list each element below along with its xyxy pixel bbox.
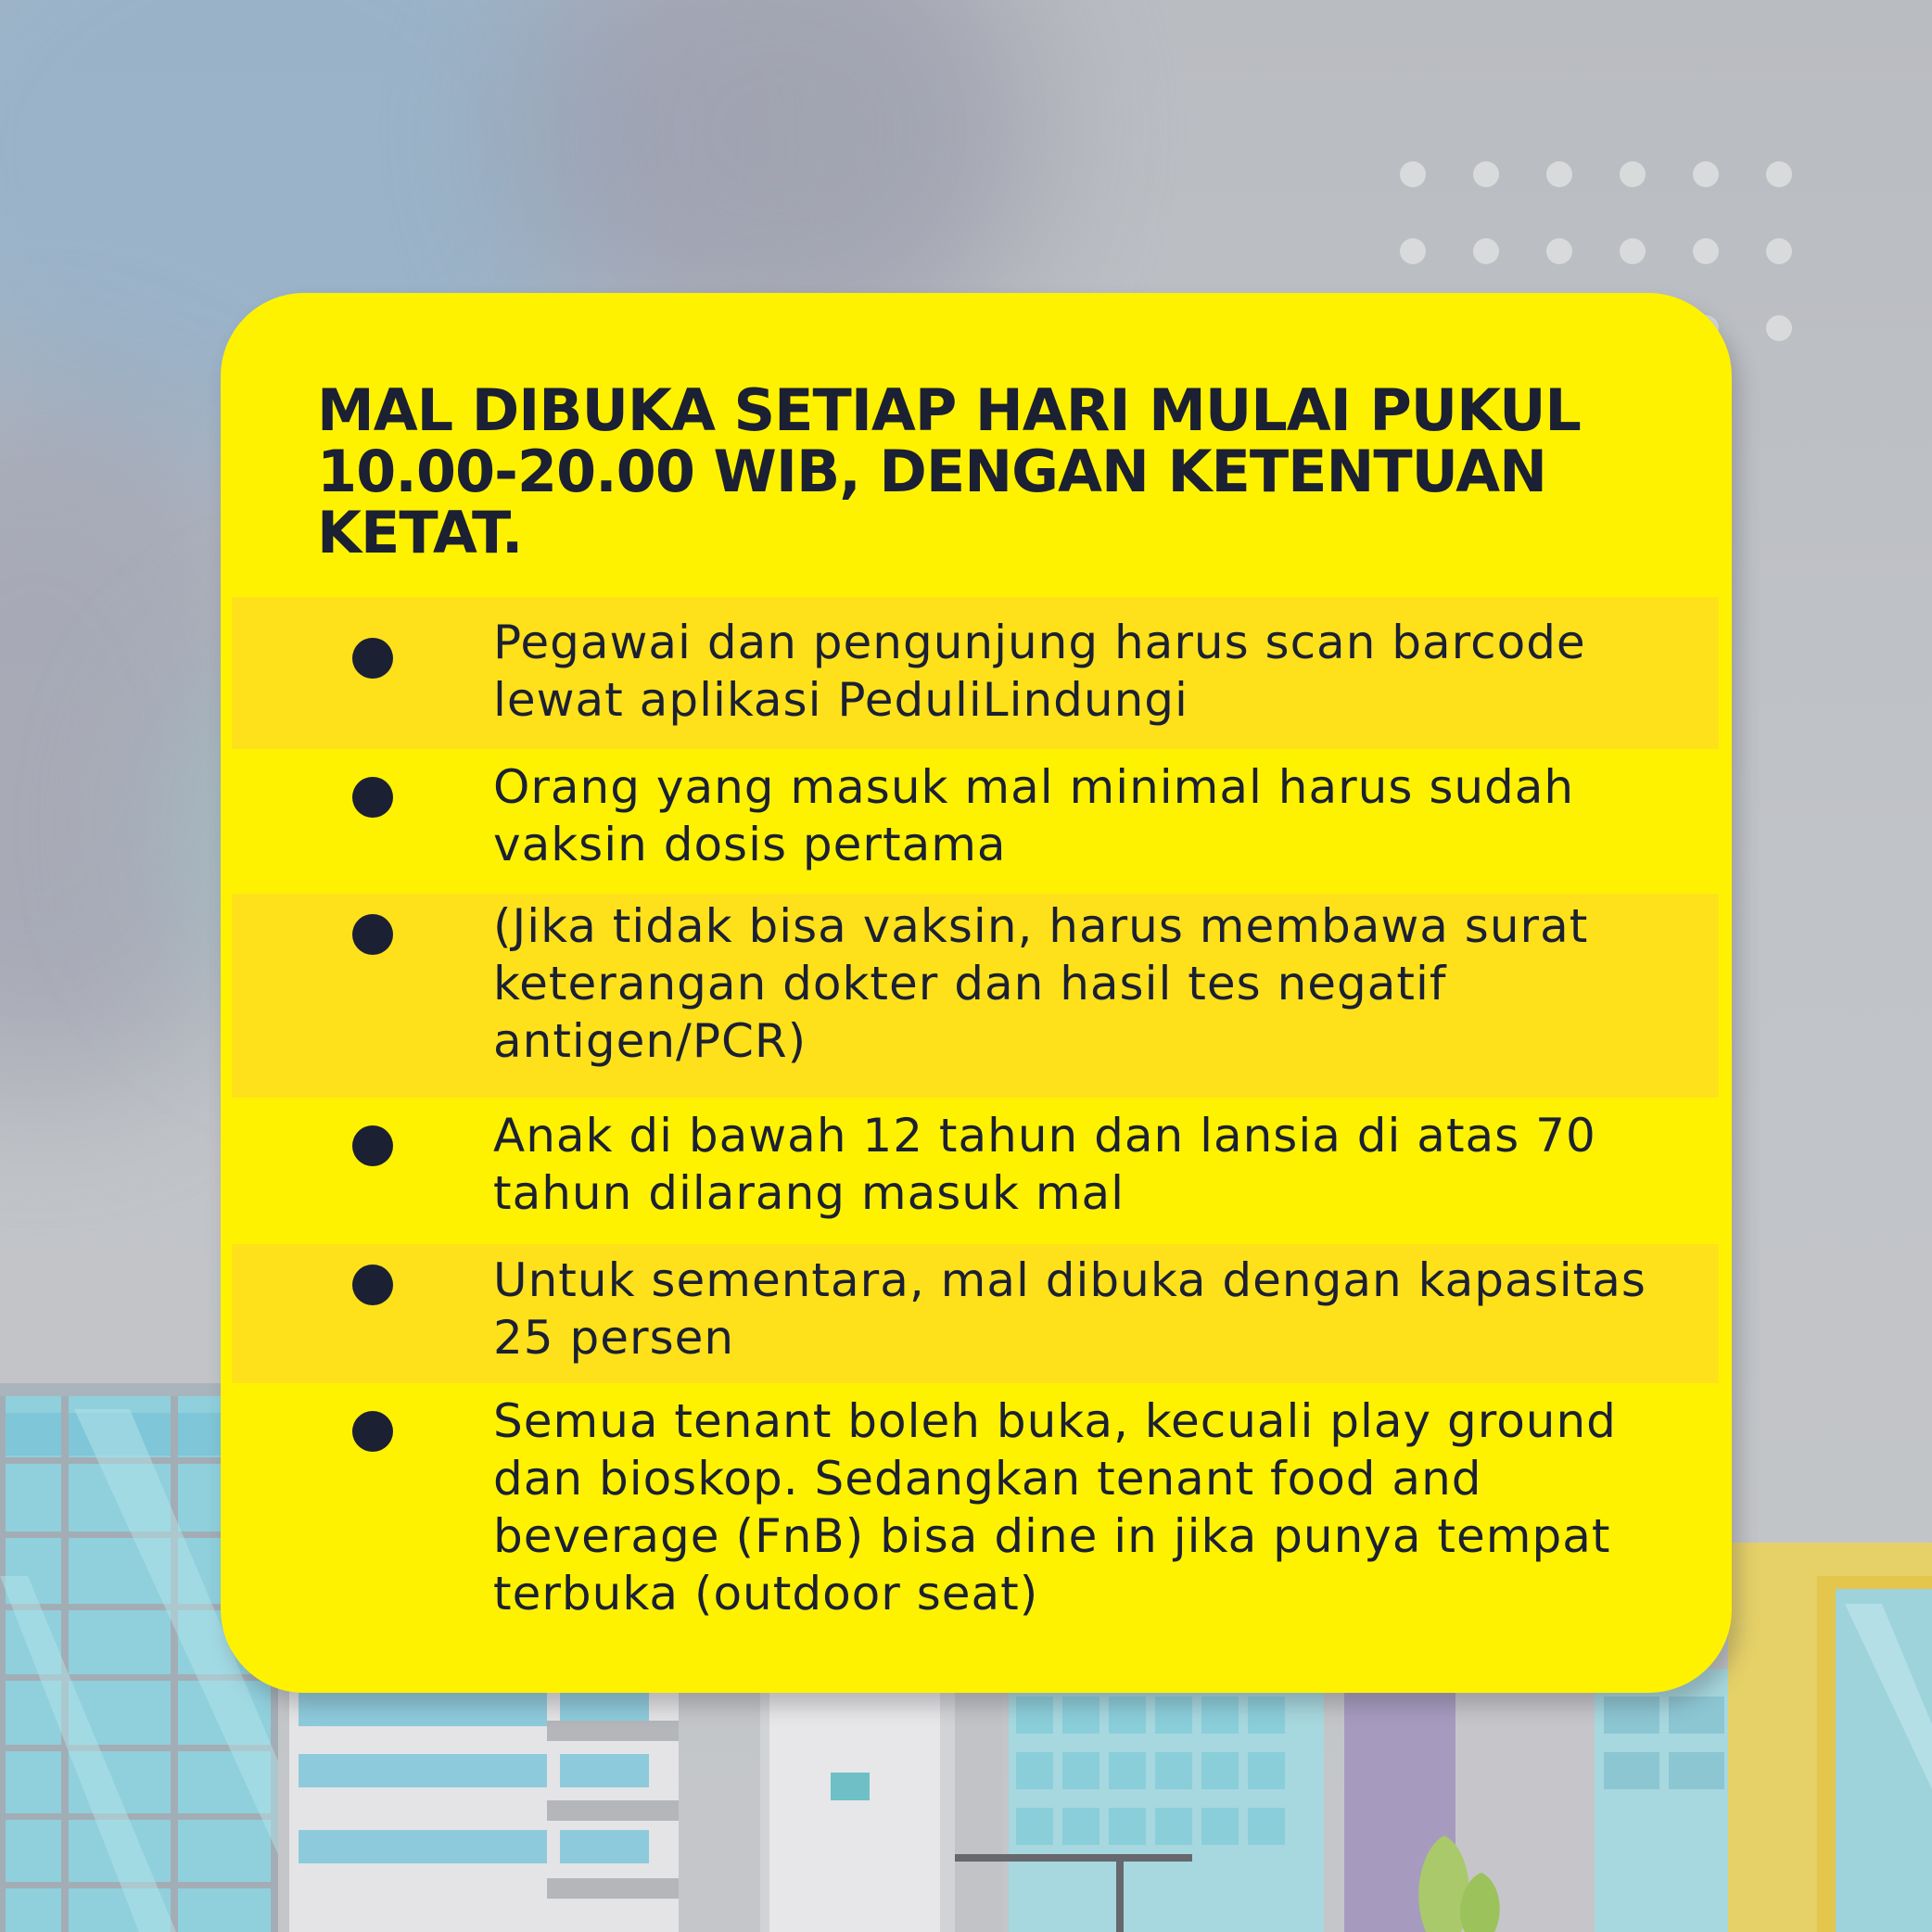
bullet-icon [352, 914, 393, 955]
bullet-icon [352, 1411, 393, 1452]
list-item-text: Orang yang masuk mal minimal harus sudah vaksin dosis pertama [493, 760, 1575, 871]
bullet-icon [352, 777, 393, 818]
list-item-text: Untuk sementara, mal dibuka dengan kapasitas 25 persen [493, 1253, 1646, 1365]
bullet-icon [352, 1125, 393, 1166]
list-item-text: Pegawai dan pengunjung harus scan barcode lewat aplikasi PeduliLindungi [493, 616, 1586, 727]
page-title: MAL DIBUKA SETIAP HARI MULAI PUKUL 10.00-20.00 WIB, DENGAN KETENTUAN KETAT. [317, 376, 1581, 566]
bullet-icon [352, 638, 393, 679]
list-item-text: (Jika tidak bisa vaksin, harus membawa surat keterangan dokter dan hasil tes negatif antigen/PCR) [493, 899, 1589, 1068]
list-item-text: Anak di bawah 12 tahun dan lansia di atas 70 tahun dilarang masuk mal [493, 1109, 1596, 1220]
bullet-icon [352, 1265, 393, 1305]
list-item-text: Semua tenant boleh buka, kecuali play ground dan bioskop. Sedangkan tenant food and beverage (FnB) bisa dine in jika punya tempat terbuka (outdoor seat) [493, 1394, 1617, 1621]
